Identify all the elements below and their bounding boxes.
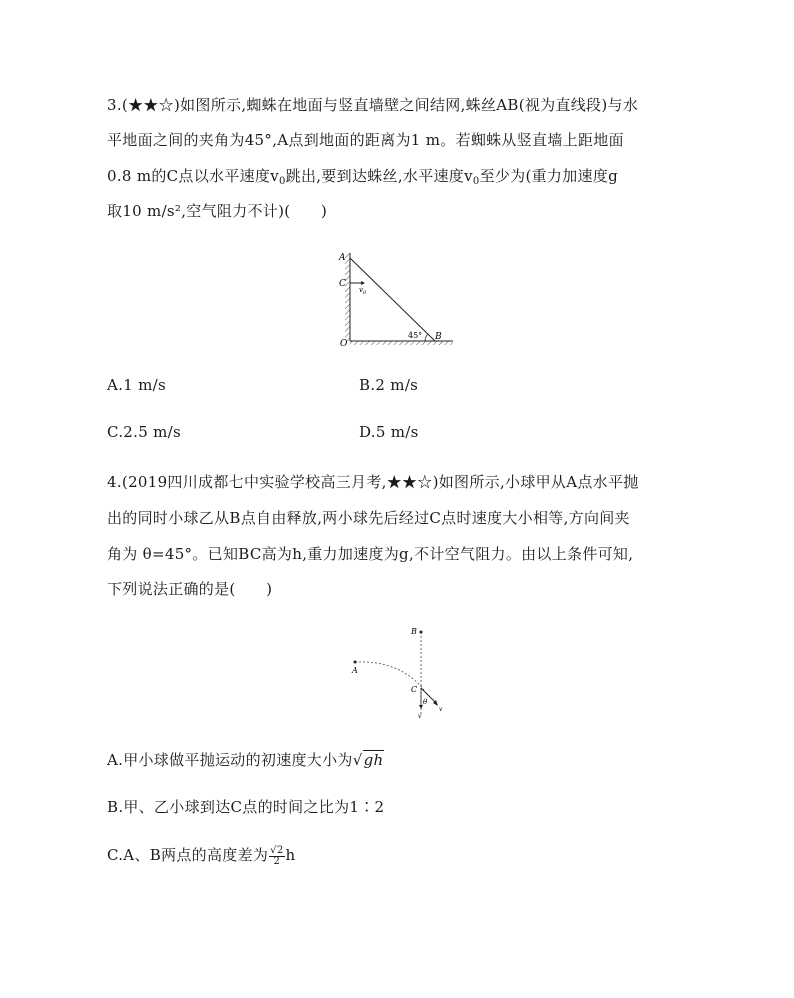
point-a [354,661,357,664]
q4-option-b: B.甲、乙小球到达C点的时间之比为1∶2 [107,798,385,816]
q4-line-1: 4.(2019四川成都七中实验学校高三月考,★★☆)如图所示,小球甲从A点水平抛 [107,473,639,491]
q4-line-2: 出的同时小球乙从B点自由释放,两小球先后经过C点时速度大小相等,方向间夹 [107,509,630,527]
q4-line-4: 下列说法正确的是( ) [107,580,273,598]
label-a: A [352,666,358,675]
silk-line-ab [350,258,435,341]
q3-spider-web-figure [335,245,460,350]
q4-option-c: C.A、B两点的高度差为 $\frac{√2}{2}$ h [107,844,296,867]
label-b: B [411,627,417,636]
label-c: C [339,279,346,289]
label-45deg: 45° [408,331,423,340]
label-c: C [411,685,418,694]
q4-line-3: 角为 θ=45°。已知BC高为h,重力加速度为g,不计空气阻力。由以上条件可知, [107,545,634,563]
wall-hatching [345,253,350,341]
q3-line-1: 3.(★★☆)如图所示,蜘蛛在地面与竖直墙壁之间结网,蛛丝AB(视为直线段)与水 [107,96,639,114]
fraction: $\frac{√2}{2}$ [270,844,284,867]
label-a: A [339,253,346,263]
label-v0: $v_0$ [359,286,367,296]
q3-line-3: 0.8 m的C点以水平速度$v_0$跳出,要到达蛛丝,水平速度$v_0$至少为(重力加速度g [107,167,619,187]
q4-projectile-figure [340,620,460,725]
q4-option-a: A.甲小球做平抛运动的初速度大小为√gh [107,751,384,769]
angle-arc [425,334,428,341]
q3-line-4: 取10 m/s²,空气阻力不计)( ) [107,202,328,220]
arrow-head-icon [361,281,365,285]
q3-option-c: C.2.5 m/s [107,423,182,441]
label-o: O [340,339,348,349]
sqrt-icon: √gh [352,751,384,769]
q3-option-a: A.1 m/s [107,376,166,394]
point-b [420,631,423,634]
q3-option-b: B.2 m/s [359,376,419,394]
label-b: B [435,332,442,342]
label-theta: θ [423,698,428,706]
q3-option-d: D.5 m/s [359,423,419,441]
q3-line-2: 平地面之间的夹角为45°,A点到地面的距离为1 m。若蜘蛛从竖直墙上距地面 [107,131,624,149]
label-v-down: v [418,713,422,720]
label-v-diag: v [439,706,443,713]
